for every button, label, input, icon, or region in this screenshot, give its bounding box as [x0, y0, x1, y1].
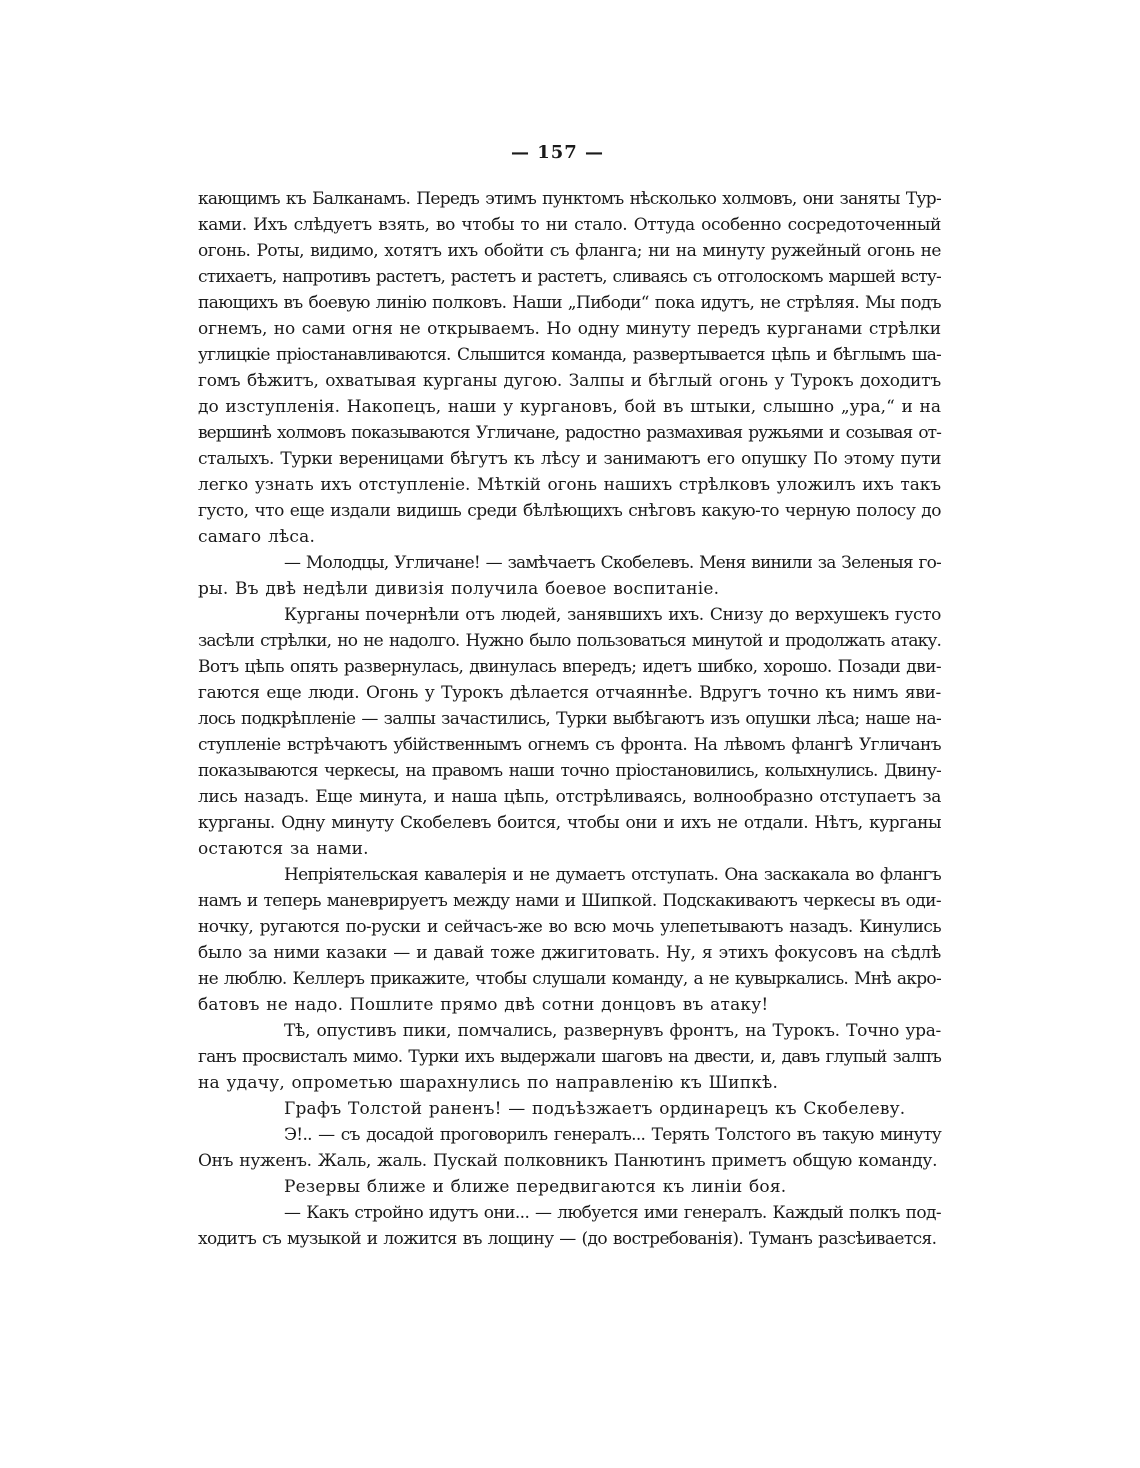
text-line: Резервы ближе и ближе передвигаются къ линіи боя.: [284, 1177, 787, 1197]
text-line: кающимъ къ Балканамъ. Передъ этимъ пунктомъ нѣсколько холмовъ, они заняты Тур-: [198, 189, 941, 209]
text-line: ганъ просвисталъ мимо. Турки ихъ выдержали шаговъ на двести, и, давъ глупый залпъ: [198, 1047, 941, 1067]
text-line: Онъ нуженъ. Жаль, жаль. Пускай полковникъ Панютинъ приметъ общую команду.: [198, 1151, 938, 1171]
paragraph: [198, 1174, 941, 1200]
paragraph: [198, 602, 941, 862]
text-line: не люблю. Келлеръ прикажите, чтобы слушали команду, а не кувыркались. Мнѣ акро-: [198, 969, 941, 989]
paragraph: [198, 1122, 941, 1174]
text-line: показываются черкесы, на правомъ наши точно пріостановились, колыхнулись. Двину-: [198, 761, 941, 781]
text-line: намъ и теперь маневрируетъ между нами и Шипкой. Подскакиваютъ черкесы въ оди-: [198, 891, 941, 911]
text-line: Графъ Толстой раненъ! — подъѣзжаетъ ординарецъ къ Скобелеву.: [284, 1099, 906, 1119]
text-line: углицкіе пріостанавливаются. Слышится команда, развертывается цѣпь и бѣглымъ ша-: [198, 345, 941, 365]
text-line: самаго лѣса.: [198, 527, 316, 547]
paragraph: [198, 1018, 941, 1096]
paragraph: [198, 1200, 941, 1252]
text-line: Э!.. — съ досадой проговорилъ генералъ... Терять Толстого въ такую минуту: [284, 1125, 941, 1145]
text-line: стихаетъ, напротивъ растетъ, растетъ и растетъ, сливаясь съ отголоскомъ маршей всту-: [198, 267, 941, 287]
paragraph: [198, 186, 941, 550]
text-line: ры. Въ двѣ недѣли дивизія получила боевое воспитаніе.: [198, 579, 720, 599]
text-line: ступленіе встрѣчаютъ убійственнымъ огнемъ съ фронта. На лѣвомъ флангѣ Угличанъ: [198, 735, 941, 755]
text-line: засѣли стрѣлки, но не надолго. Нужно было пользоваться минутой и продолжать атаку.: [198, 631, 941, 651]
text-line: было за ними казаки — и давай тоже джигитовать. Ну, я этихъ фокусовъ на сѣдлѣ: [198, 943, 941, 963]
text-line: гаются еще люди. Огонь у Турокъ дѣлается отчаяннѣе. Вдругъ точно къ нимъ яви-: [198, 683, 941, 703]
paragraph: [198, 1096, 941, 1122]
text-line: огнемъ, но сами огня не открываемъ. Но одну минуту передъ курганами стрѣлки: [198, 319, 941, 339]
text-line: до изступленія. Накопецъ, наши у кургановъ, бой въ штыки, слышно „ура,“ и на: [198, 397, 941, 417]
paragraph: [198, 862, 941, 1018]
text-line: Курганы почернѣли отъ людей, занявшихъ ихъ. Снизу до верхушекъ густо: [284, 605, 941, 625]
text-line: сталыхъ. Турки вереницами бѣгутъ къ лѣсу и занимаютъ его опушку По этому пути: [198, 449, 941, 469]
text-line: Непріятельская кавалерія и не думаетъ отступать. Она заскакала во флангъ: [284, 865, 941, 885]
text-line: лось подкрѣпленіе — залпы зачастились, Турки выбѣгаютъ изъ опушки лѣса; наше на-: [198, 709, 941, 729]
text-line: — Какъ стройно идутъ они... — любуется ими генералъ. Каждый полкъ под-: [284, 1203, 941, 1223]
text-line: огонь. Роты, видимо, хотятъ ихъ обойти съ фланга; ни на минуту ружейный огонь не: [198, 241, 941, 261]
text-line: густо, что еще издали видишь среди бѣлѣющихъ снѣговъ какую-то черную полосу до: [198, 501, 941, 521]
text-line: курганы. Одну минуту Скобелевъ боится, чтобы они и ихъ не отдали. Нѣтъ, курганы: [198, 813, 941, 833]
text-line: вершинѣ холмовъ показываются Угличане, радостно размахивая ружьями и созывая от-: [198, 423, 941, 443]
page-number: — 157 —: [510, 142, 605, 163]
text-line: Вотъ цѣпь опять развернулась, двинулась впередъ; идетъ шибко, хорошо. Позади дви-: [198, 657, 941, 677]
text-line: пающихъ въ боевую линію полковъ. Наши „Пибоди“ пока идутъ, не стрѣляя. Мы подъ: [198, 293, 941, 313]
text-line: ками. Ихъ слѣдуетъ взять, во чтобы то ни стало. Оттуда особенно сосредоточенный: [198, 215, 941, 235]
text-line: на удачу, опрометью шарахнулись по направленію къ Шипкѣ.: [198, 1073, 779, 1093]
text-line: ночку, ругаются по-руски и сейчасъ-же во всю мочь улепетываютъ назадъ. Кинулись: [198, 917, 941, 937]
text-line: легко узнать ихъ отступленіе. Мѣткій огонь нашихъ стрѣлковъ уложилъ ихъ такъ: [198, 475, 941, 495]
text-line: гомъ бѣжитъ, охватывая курганы дугою. Залпы и бѣглый огонь у Турокъ доходитъ: [198, 371, 941, 391]
text-line: Тѣ, опустивъ пики, помчались, развернувъ фронтъ, на Турокъ. Точно ура-: [284, 1021, 941, 1041]
text-line: остаются за нами.: [198, 839, 369, 859]
text-line: — Молодцы, Угличане! — замѣчаетъ Скобелевъ. Меня винили за Зеленыя го-: [284, 553, 941, 573]
text-line: лись назадъ. Еще минута, и наша цѣпь, отстрѣливаясь, волнообразно отступаетъ за: [198, 787, 941, 807]
text-line: батовъ не надо. Пошлите прямо двѣ сотни донцовъ въ атаку!: [198, 995, 769, 1015]
paragraph: [198, 550, 941, 602]
body-text: [198, 186, 941, 1252]
text-line: ходитъ съ музыкой и ложится въ лощину — (до востребованія). Туманъ разсѣивается.: [198, 1229, 937, 1249]
